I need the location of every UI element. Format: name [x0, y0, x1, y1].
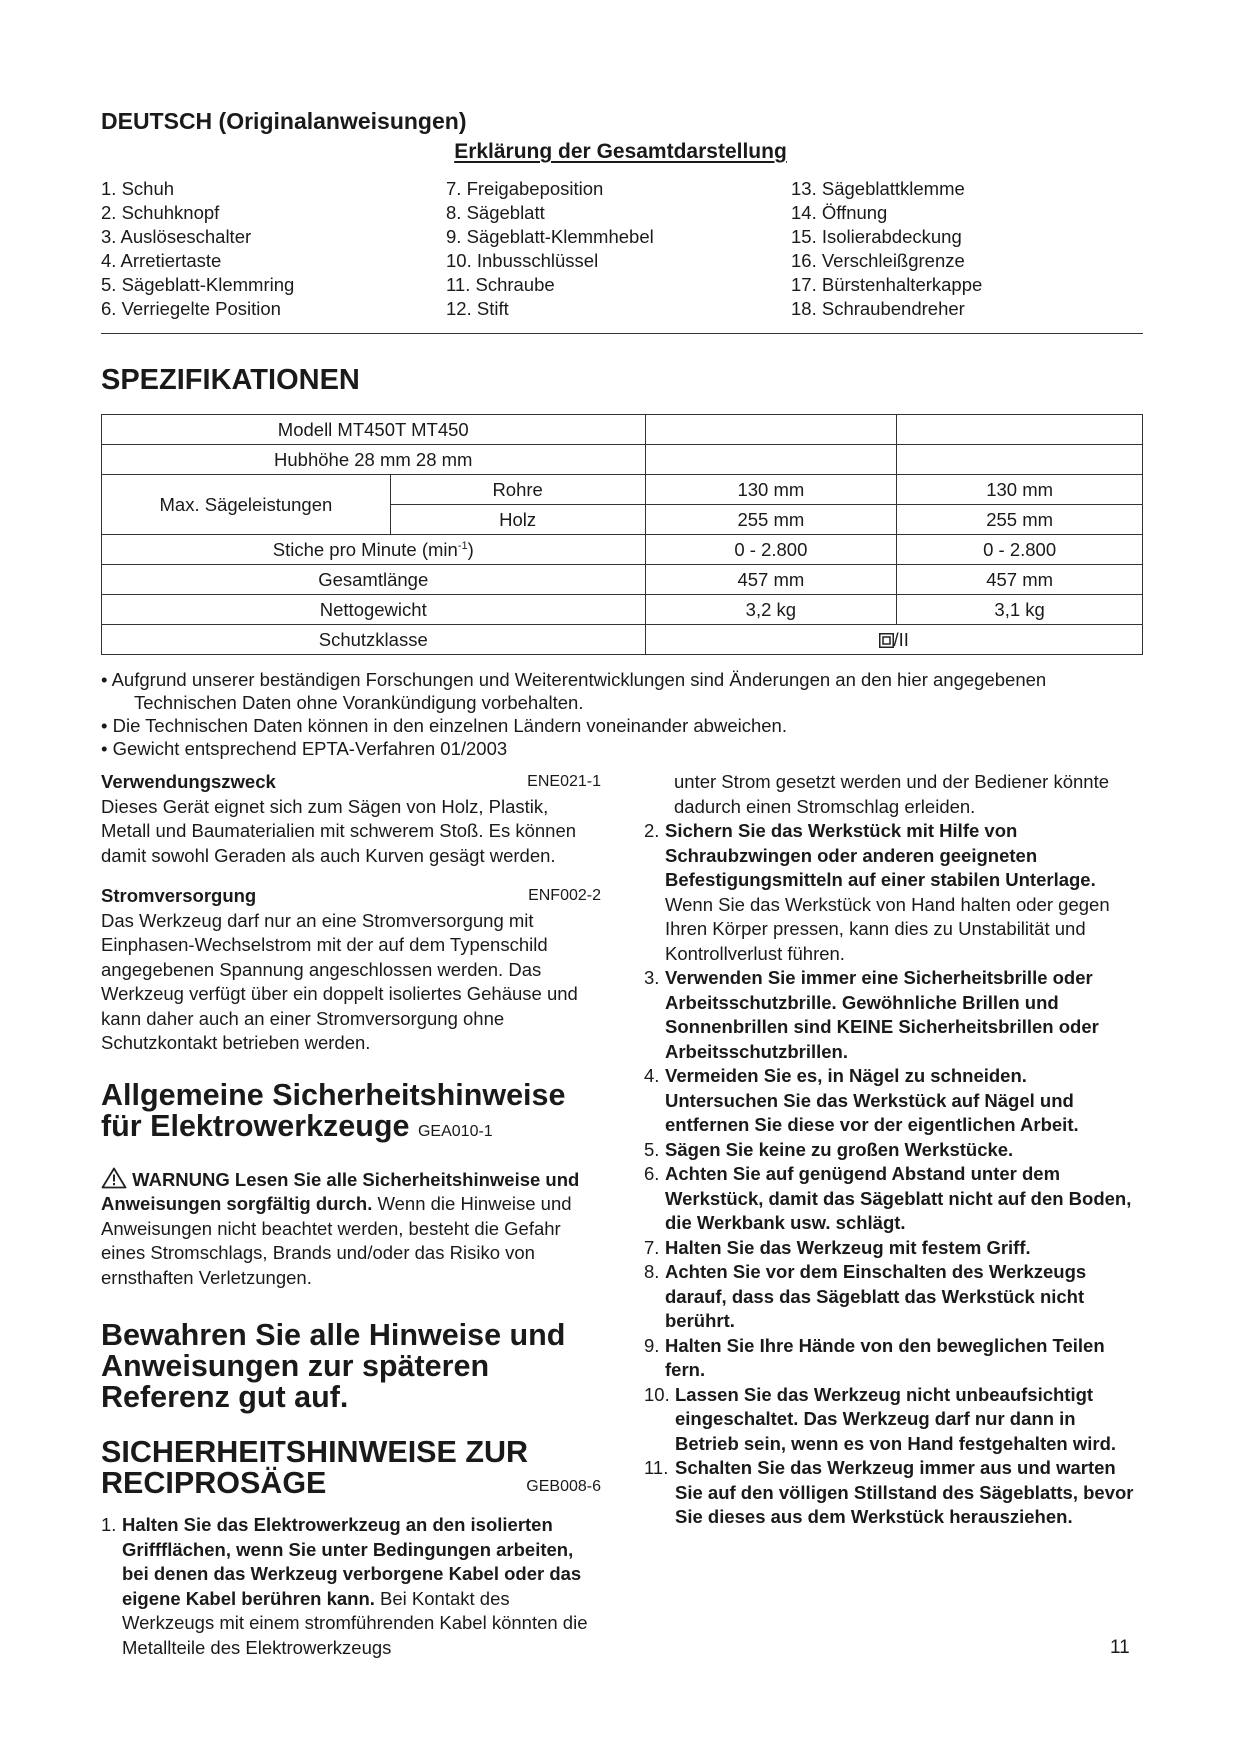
spec-length-label: Gesamtlänge: [102, 565, 646, 595]
legend-item: 6. Verriegelte Position: [101, 298, 281, 319]
intended-use-text: Dieses Gerät eignet sich zum Sägen von Holz, Plastik, Metall und Baumaterialien mit schwerem Stoß. Es können damit sowohl Geraden als auch Kurven gesägt werden.: [101, 795, 577, 866]
table-row: [102, 415, 1143, 445]
legend-item: 14. Öffnung: [791, 202, 888, 223]
list-item-bold: Achten Sie auf genügend Abstand unter dem Werkstück, damit das Sägeblatt nicht auf den Boden, die Werkbank usw. schlägt.: [665, 1163, 1132, 1233]
list-item-number: 2.: [644, 820, 660, 841]
spec-pipe-label: Rohre: [390, 475, 645, 505]
spm-close: ): [467, 538, 474, 560]
warning-icon: [101, 1167, 127, 1189]
spec-class-value: [645, 625, 1143, 655]
legend-item: 17. Bürstenhalterkappe: [791, 274, 983, 295]
spec-model: Modell MT450T MT450: [102, 415, 646, 445]
spec-max-label: Max. Sägeleistungen: [102, 475, 391, 535]
specs-title: SPEZIFIKATIONEN: [101, 364, 360, 396]
legend-item: 15. Isolierabdeckung: [791, 226, 962, 247]
list-item-text: Bei Kontakt des Werkzeugs mit einem stromführenden Kabel könnten die Metallteile des Elektrowerkzeugs: [122, 1587, 588, 1658]
list-item: [101, 1513, 601, 1660]
general-safety-heading: [101, 1077, 601, 1147]
spm-label-text: Stiche pro Minute (min: [272, 538, 458, 560]
saw-safety-heading-line-2: RECIPROSÄGE: [101, 1466, 327, 1500]
list-item-number: 7.: [644, 1236, 660, 1258]
general-safety-title: Allgemeine Sicherheitshinweise für Elektrowerkzeuge: [101, 1077, 566, 1143]
list-item-bold: Verwenden Sie immer eine Sicherheitsbrille oder Arbeitsschutzbrille. Gewöhnliche Brillen und Sonnenbrillen sind KEINE Sicherheitsbrillen oder Arbeitsschutzbrillen.: [665, 967, 1099, 1062]
list-item-bold: Achten Sie vor dem Einschalten des Werkzeugs darauf, dass das Sägeblatt das Werkstück nicht berührt.: [665, 1261, 1087, 1331]
power-supply-heading: [101, 884, 601, 909]
list-item-number: 8.: [644, 1261, 660, 1282]
spec-weight-label: Nettogewicht: [102, 595, 646, 625]
overview-title-text: Erklärung der Gesamtdarstellung: [454, 140, 787, 163]
spec-spm-label: [102, 535, 646, 565]
legend-item: 9. Sägeblatt-Klemmhebel: [446, 226, 654, 247]
parts-legend: [101, 177, 1131, 321]
section-divider: [101, 333, 1143, 334]
list-item-bold: Halten Sie Ihre Hände von den beweglichen Teilen fern.: [665, 1334, 1105, 1380]
note-3: • Gewicht entsprechend EPTA-Verfahren 01/2003: [101, 738, 508, 759]
legend-column-1: [101, 177, 446, 321]
legend-column-2: [446, 177, 791, 321]
saw-safety-heading-line-1: SICHERHEITSHINWEISE ZUR: [101, 1435, 529, 1469]
page-number: 11: [1110, 1637, 1130, 1658]
list-item: [644, 1162, 1144, 1236]
overview-title: [0, 140, 1241, 164]
general-safety-code: GEA010-1: [417, 1122, 493, 1140]
specs-table: [101, 414, 1143, 655]
intended-use-title: Verwendungszweck: [101, 771, 276, 792]
list-item: [644, 966, 1144, 1064]
language-title: DEUTSCH (Originalanweisungen): [101, 108, 467, 134]
power-supply-text: Das Werkzeug darf nur an eine Stromversorgung mit Einphasen-Wechselstrom mit der auf dem Typenschild angegebenen Spannung angeschlossen werden. Das Werkzeug verfügt über ein doppelt isoliertes Gehäuse und kann daher auch an einer Stromversorgung ohne Schutzkontakt betrieben werden.: [101, 909, 578, 1053]
table-row: [102, 595, 1143, 625]
legend-item: 8. Sägeblatt: [446, 202, 545, 223]
legend-item: 1. Schuh: [101, 178, 175, 199]
table-cell: [897, 415, 1143, 445]
table-cell: [645, 415, 897, 445]
warning-paragraph: [101, 1167, 601, 1291]
legend-item: 18. Schraubendreher: [791, 298, 965, 319]
continued-text: unter Strom gesetzt werden und der Bediener könnte dadurch einen Stromschlag erleiden.: [674, 771, 1110, 817]
legend-item: 5. Sägeblatt-Klemmring: [101, 274, 295, 295]
table-row: [102, 535, 1143, 565]
intended-use-code: ENE021-1: [527, 773, 601, 790]
warning-bold: WARNUNG Lesen Sie alle Sicherheitshinweise und Anweisungen sorgfältig durch.: [101, 1168, 580, 1214]
left-column: [101, 770, 601, 1660]
list-item-number: 3.: [644, 967, 660, 988]
table-cell: [897, 445, 1143, 475]
spec-value: 3,2 kg: [645, 595, 897, 625]
warning-text: Wenn die Hinweise und Anweisungen nicht beachtet werden, besteht die Gefahr eines Stromschlags, Brands und/oder das Risiko von ernsthaften Verletzungen.: [101, 1193, 572, 1288]
list-item: [644, 1260, 1144, 1334]
list-item-number: 5.: [644, 1138, 660, 1160]
class-value-text: /II: [893, 628, 909, 650]
table-cell: [645, 445, 897, 475]
list-item: [644, 1236, 1144, 1261]
spm-superscript: -1: [457, 539, 468, 552]
note-2: • Die Technischen Daten können in den einzelnen Ländern voneinander abweichen.: [101, 715, 787, 736]
right-column: [644, 770, 1144, 1530]
list-item-number: 11.: [644, 1457, 669, 1478]
list-item-number: 9.: [644, 1334, 660, 1356]
legend-item: 7. Freigabeposition: [446, 178, 604, 199]
list-item-bold: Halten Sie das Elektrowerkzeug an den isolierten Griffflächen, wenn Sie unter Bedingungen arbeiten, bei denen das Werkzeug verborgene Kabel oder das eigene Kabel berühren kann.: [122, 1514, 582, 1609]
power-supply-title: Stromversorgung: [101, 885, 257, 906]
list-item-bold: Vermeiden Sie es, in Nägel zu schneiden. Untersuchen Sie das Werkstück auf Nägel und entfernen Sie diese vor der eigentlichen Arbeit.: [665, 1065, 1079, 1135]
list-item: [644, 1138, 1144, 1163]
spec-value: 457 mm: [645, 565, 897, 595]
legend-item: 16. Verschleißgrenze: [791, 250, 965, 271]
legend-item: 11. Schraube: [446, 274, 555, 295]
note-1: [101, 668, 1151, 714]
note-1-line-2: Technischen Daten ohne Vorankündigung vorbehalten.: [134, 692, 584, 713]
list-item-bold: Halten Sie das Werkzeug mit festem Griff.: [665, 1236, 1031, 1258]
list-item: [644, 1456, 1144, 1530]
spec-value: 3,1 kg: [897, 595, 1143, 625]
list-item: [644, 1334, 1144, 1383]
table-row: [102, 445, 1143, 475]
spec-value: 130 mm: [645, 475, 897, 505]
saw-safety-list: [101, 1513, 601, 1660]
list-item-bold: Schalten Sie das Werkzeug immer aus und warten Sie auf den völligen Stillstand des Sägeblatts, bevor Sie dieses aus dem Werkstück herausziehen.: [675, 1457, 1134, 1527]
list-item-bold: Sichern Sie das Werkstück mit Hilfe von Schraubzwingen oder anderen geeigneten Befestigungsmitteln auf einer stabilen Unterlage.: [665, 820, 1096, 890]
keep-instructions-heading: Bewahren Sie alle Hinweise und Anweisungen zur späteren Referenz gut auf.: [101, 1318, 566, 1414]
list-item-number: 10.: [644, 1383, 670, 1405]
table-row: [102, 565, 1143, 595]
legend-item: 12. Stift: [446, 298, 509, 319]
spec-wood-label: Holz: [390, 505, 645, 535]
legend-item: 2. Schuhknopf: [101, 202, 220, 223]
legend-item: 13. Sägeblattklemme: [791, 178, 965, 199]
spec-value: 0 - 2.800: [645, 535, 897, 565]
double-insulation-icon: [879, 633, 894, 648]
list-item-bold: Sägen Sie keine zu großen Werkstücke.: [665, 1138, 1014, 1160]
legend-column-3: [791, 177, 1131, 321]
legend-item: 10. Inbusschlüssel: [446, 250, 599, 271]
spec-value: 255 mm: [897, 505, 1143, 535]
spec-class-label: Schutzklasse: [102, 625, 646, 655]
saw-safety-heading-row: [101, 1468, 601, 1499]
note-1-line-1: • Aufgrund unserer beständigen Forschungen und Weiterentwicklungen sind Änderungen an den hier angegebenen: [101, 669, 1047, 690]
spec-value: 255 mm: [645, 505, 897, 535]
table-row: [102, 625, 1143, 655]
spec-value: 457 mm: [897, 565, 1143, 595]
intended-use-heading: [101, 770, 601, 795]
legend-item: 4. Arretiertaste: [101, 250, 222, 271]
legend-item: 3. Auslöseschalter: [101, 226, 252, 247]
list-item-number: 4.: [644, 1065, 660, 1086]
spec-value: 0 - 2.800: [897, 535, 1143, 565]
list-item: [644, 1064, 1144, 1138]
list-item-bold: Lassen Sie das Werkzeug nicht unbeaufsichtigt eingeschaltet. Das Werkzeug darf nur dann in Betrieb sein, wenn es von Hand festgehalten wird.: [675, 1383, 1117, 1454]
list-item-number: 1.: [101, 1514, 117, 1535]
spec-stroke: Hubhöhe 28 mm 28 mm: [102, 445, 646, 475]
spec-notes: [101, 668, 1151, 760]
saw-safety-code: GEB008-6: [526, 1477, 601, 1495]
list-item: [644, 819, 1144, 966]
list-item-text: Wenn Sie das Werkstück von Hand halten oder gegen Ihren Körper pressen, kann dies zu Unstabilität und Kontrollverlust führen.: [665, 893, 1110, 964]
power-supply-code: ENF002-2: [528, 887, 601, 904]
saw-safety-list-continued: [644, 819, 1144, 1530]
list-item: [644, 1383, 1144, 1457]
table-row: [102, 475, 1143, 505]
list-item-number: 6.: [644, 1163, 660, 1184]
spec-value: 130 mm: [897, 475, 1143, 505]
